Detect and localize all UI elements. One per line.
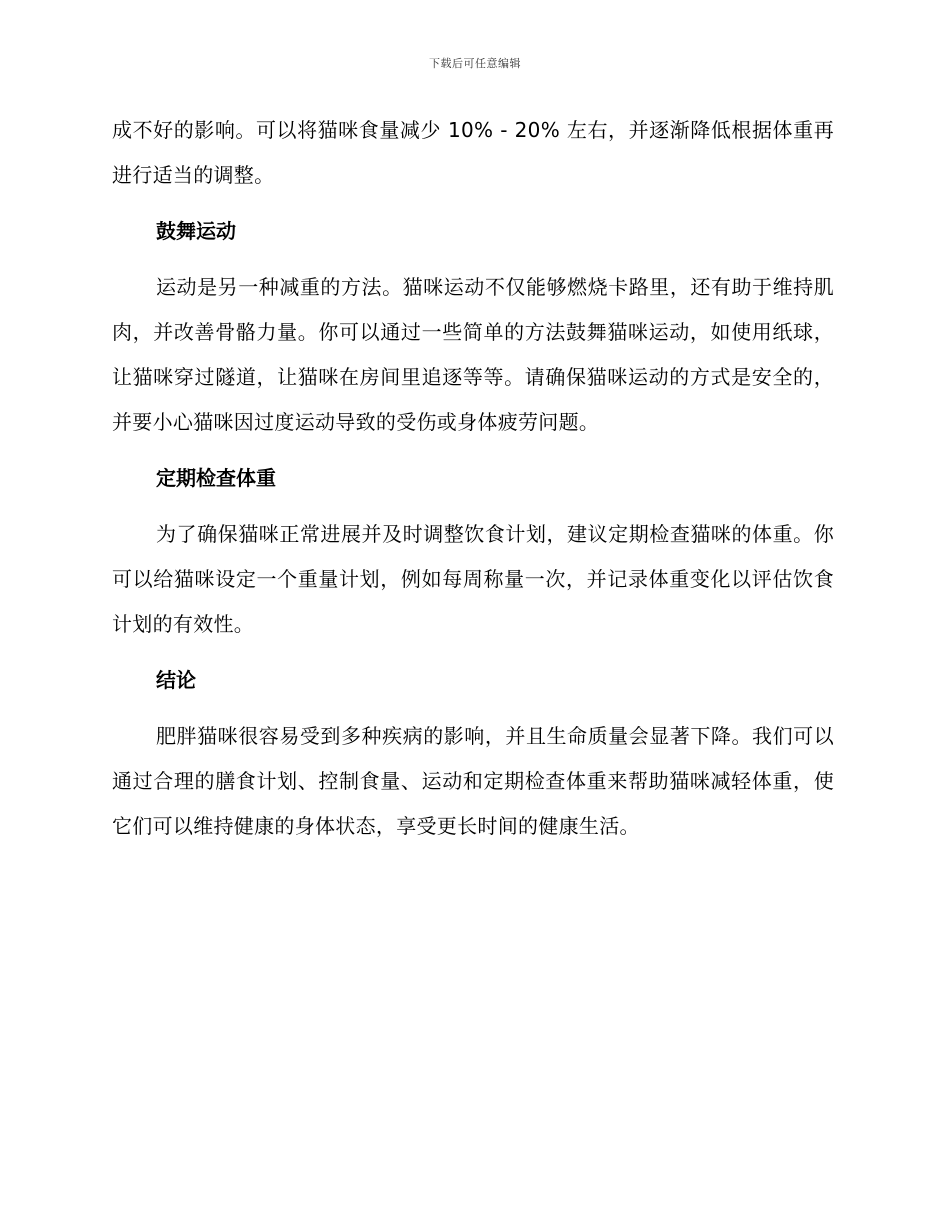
conclusion-heading: 结论 [156, 668, 196, 692]
header-note: 下载后可任意编辑 [429, 57, 521, 70]
document-body [112, 108, 834, 849]
exercise-paragraph: 运动是另一种减重的方法。猫咪运动不仅能够燃烧卡路里，还有助于维持肌肉，并改善骨骼力量。你可以通过一些简单的方法鼓舞猫咪运动，如使用纸球，让猫咪穿过隧道，让猫咪在房间里追逐等等。请确保猫咪运动的方式是安全的，并要小心猫咪因过度运动导致的受伤或身体疲劳问题。 [112, 275, 834, 434]
intro-continuation-paragraph: 成不好的影响。可以将猫咪食量减少 10% - 20% 左右，并逐渐降低根据体重再进行适当的调整。 [112, 118, 834, 187]
conclusion-paragraph: 肥胖猫咪很容易受到多种疾病的影响，并且生命质量会显著下降。我们可以通过合理的膳食计划、控制食量、运动和定期检查体重来帮助猫咪减轻体重，使它们可以维持健康的身体状态，享受更长时间的健康生活。 [112, 724, 834, 838]
weigh-check-paragraph: 为了确保猫咪正常进展并及时调整饮食计划，建议定期检查猫咪的体重。你可以给猫咪设定一个重量计划，例如每周称量一次，并记录体重变化以评估饮食计划的有效性。 [112, 522, 834, 636]
weigh-check-heading: 定期检查体重 [156, 466, 276, 490]
exercise-heading: 鼓舞运动 [156, 219, 236, 243]
